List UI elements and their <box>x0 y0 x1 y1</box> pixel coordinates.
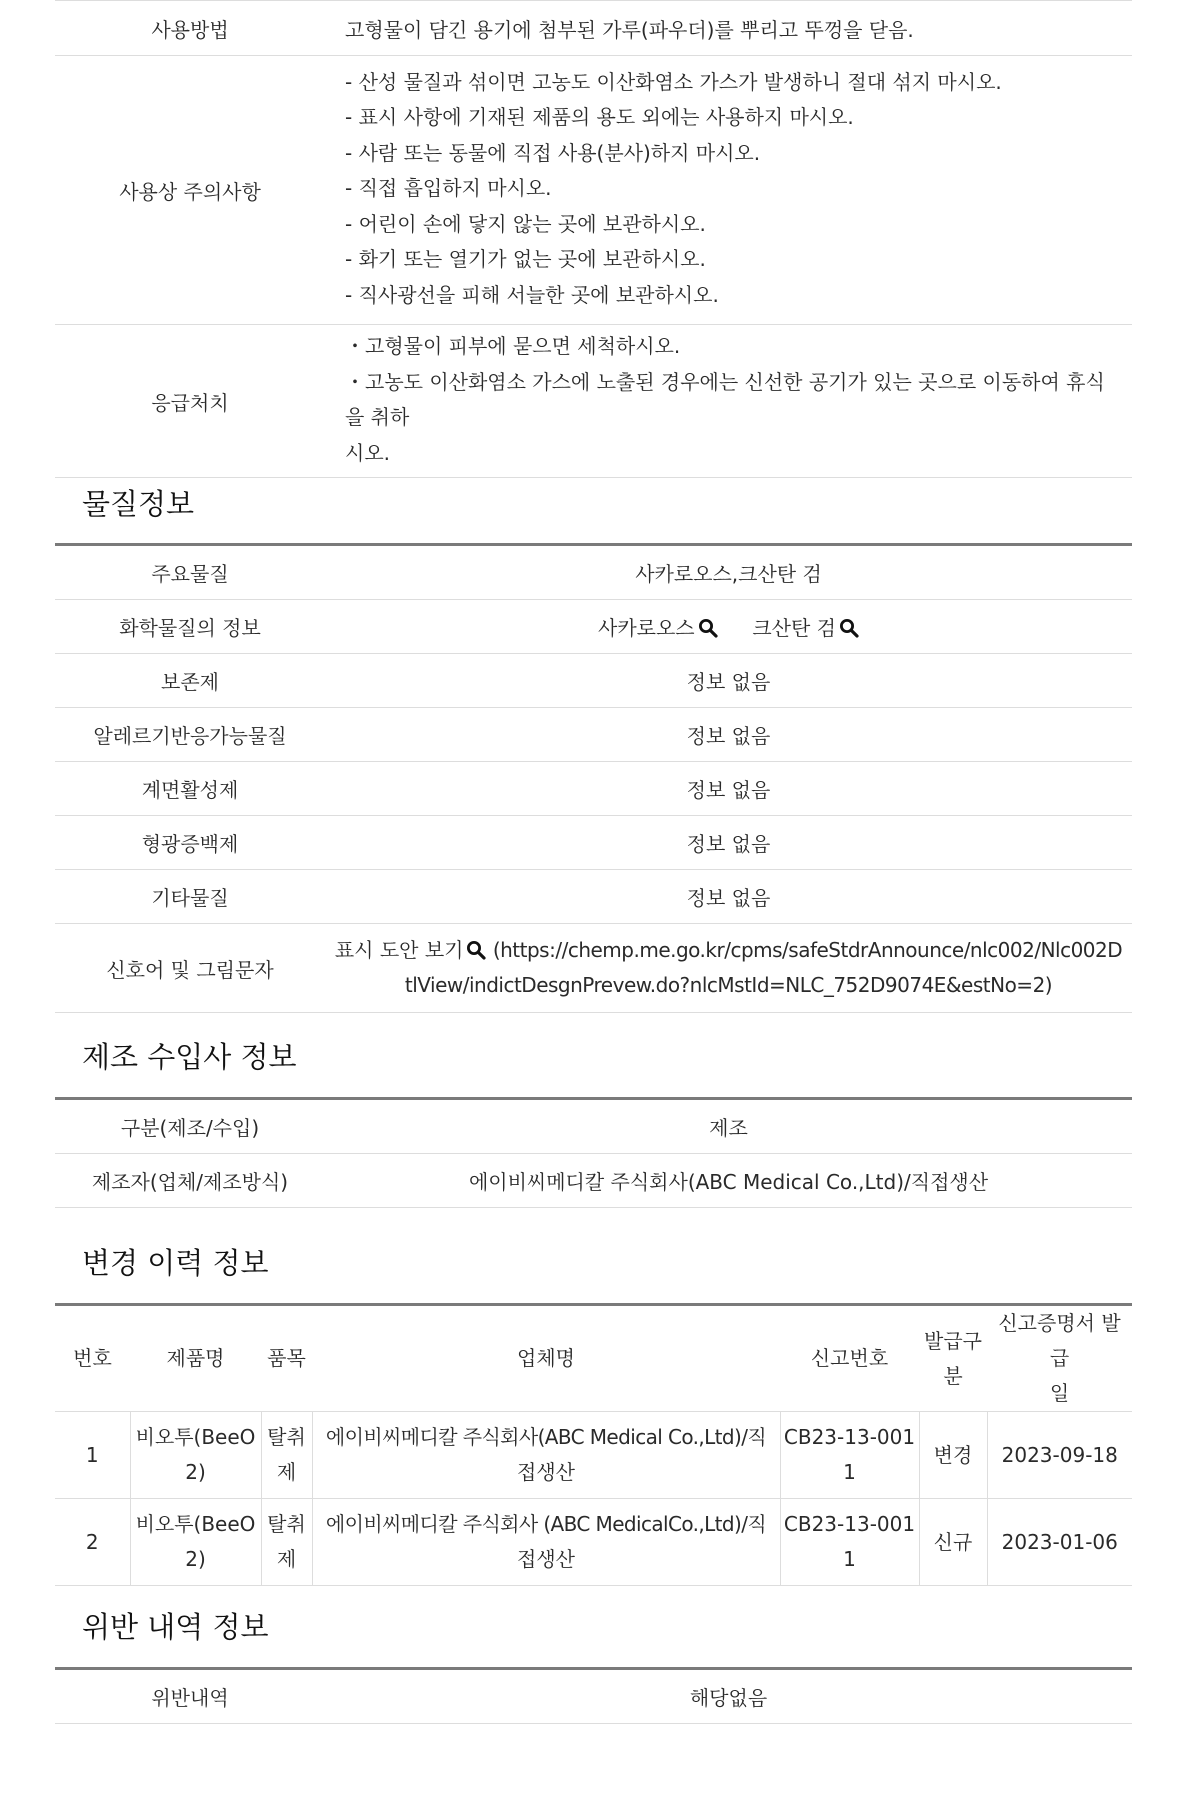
maker-name-label: 제조자(업체/제조방식) <box>55 1154 325 1208</box>
material-signal-label: 신호어 및 그림문자 <box>55 924 325 1013</box>
cell-line: 접생산 <box>517 1547 575 1571</box>
violation-value: 해당없음 <box>325 1669 1132 1724</box>
material-row-value: 정보 없음 <box>325 870 1132 924</box>
material-row <box>55 816 1132 870</box>
history-header-no: 번호 <box>55 1305 130 1412</box>
cell-line: 1 <box>843 1460 856 1484</box>
caution-line: - 산성 물질과 섞이면 고농도 이산화염소 가스가 발생하니 절대 섞지 마시오. <box>345 69 1002 94</box>
caution-line: - 화기 또는 열기가 없는 곳에 보관하시오. <box>345 247 706 272</box>
cell-line: 탈취 <box>267 1425 306 1449</box>
usage-caution-label: 사용상 주의사항 <box>55 56 325 325</box>
history-header-report-no: 신고번호 <box>780 1305 919 1412</box>
usage-firstaid-label: 응급처치 <box>55 325 325 478</box>
material-main-label: 주요물질 <box>55 545 325 600</box>
material-signal-value <box>325 924 1132 1013</box>
history-header-item: 품목 <box>261 1305 312 1412</box>
material-main-row <box>55 545 1132 600</box>
maker-name-value: 에이비씨메디칼 주식회사(ABC Medical Co.,Ltd)/직접생산 <box>325 1154 1132 1208</box>
material-row-label: 계면활성제 <box>55 762 325 816</box>
firstaid-line: ・고형물이 피부에 묻으면 세척하시오. <box>345 334 681 358</box>
history-cell-report-no <box>780 1412 919 1499</box>
material-section-title: 물질정보 <box>82 487 195 521</box>
caution-line: - 어린이 손에 닿지 않는 곳에 보관하시오. <box>345 211 706 236</box>
cell-line: 1 <box>843 1547 856 1571</box>
usage-firstaid-value <box>325 325 1132 478</box>
signal-url-text: (https://chemp.me.go.kr/cpms/safeStdrAnnounce/nlc002/Nlc002D <box>492 938 1123 962</box>
material-row-label: 형광증백제 <box>55 816 325 870</box>
signal-view-label: 표시 도안 보기 <box>334 938 464 962</box>
material-row-label: 보존제 <box>55 654 325 708</box>
cell-line: 비오투(BeeO <box>135 1425 256 1449</box>
material-chem-value <box>325 600 1132 654</box>
history-cell-date: 2023-09-18 <box>987 1412 1132 1499</box>
history-row <box>55 1412 1132 1499</box>
maker-type-label: 구분(제조/수입) <box>55 1099 325 1154</box>
usage-caution-row <box>55 56 1132 325</box>
material-row-value: 정보 없음 <box>325 708 1132 762</box>
maker-name-row <box>55 1154 1132 1208</box>
history-header-row <box>55 1305 1132 1412</box>
history-header-company: 업체명 <box>312 1305 780 1412</box>
firstaid-line: ・고농도 이산화염소 가스에 노출된 경우에는 신선한 공기가 있는 곳으로 이동하여 휴식을 취하 <box>345 369 1105 429</box>
maker-section-title: 제조 수입사 정보 <box>82 1040 297 1074</box>
chem-item-label: 사카로오스 <box>598 616 695 640</box>
violation-section <box>55 1667 1132 1724</box>
cell-line: 2) <box>185 1460 206 1484</box>
cell-line: 제 <box>276 1460 297 1484</box>
violation-row <box>55 1669 1132 1724</box>
material-signal-row <box>55 924 1132 1013</box>
material-main-value: 사카로오스,크산탄 검 <box>325 545 1132 600</box>
history-cell-company <box>312 1412 780 1499</box>
usage-caution-value <box>325 56 1132 325</box>
cell-line: CB23-13-001 <box>783 1425 916 1449</box>
material-row <box>55 762 1132 816</box>
history-cell-report-no <box>780 1499 919 1586</box>
caution-line: - 사람 또는 동물에 직접 사용(분사)하지 마시오. <box>345 140 761 165</box>
history-cell-type: 신규 <box>919 1499 987 1586</box>
chem-item-xanthan[interactable] <box>752 616 859 640</box>
cell-line: 제 <box>276 1547 297 1571</box>
history-header-text: 신고증명서 발급 <box>998 1311 1121 1370</box>
material-row-value: 정보 없음 <box>325 762 1132 816</box>
material-table <box>55 543 1132 1013</box>
chem-item-saccharose[interactable] <box>598 616 724 640</box>
firstaid-line: 시오. <box>345 440 390 465</box>
history-cell-product <box>130 1499 261 1586</box>
history-cell-company <box>312 1499 780 1586</box>
history-header-issue-date <box>987 1305 1132 1412</box>
caution-line: - 직사광선을 피해 서늘한 곳에 보관하시오. <box>345 282 719 307</box>
chem-item-label: 크산탄 검 <box>752 616 836 640</box>
material-section <box>55 543 1132 1013</box>
search-icon[interactable] <box>839 618 859 638</box>
history-header-product: 제품명 <box>130 1305 261 1412</box>
violation-label: 위반내역 <box>55 1669 325 1724</box>
history-header-text: 발급구 <box>924 1328 982 1353</box>
cell-line: 에이비씨메디칼 주식회사 (ABC MedicalCo.,Ltd)/직 <box>325 1512 767 1536</box>
violation-section-title: 위반 내역 정보 <box>82 1610 269 1644</box>
usage-method-label: 사용방법 <box>55 1 325 56</box>
caution-line: - 표시 사항에 기재된 제품의 용도 외에는 사용하지 마시오. <box>345 105 854 130</box>
search-icon[interactable] <box>698 618 718 638</box>
history-section-title: 변경 이력 정보 <box>82 1246 269 1280</box>
maker-table <box>55 1097 1132 1208</box>
caution-line: - 직접 흡입하지 마시오. <box>345 176 552 201</box>
material-chem-row <box>55 600 1132 654</box>
history-row <box>55 1499 1132 1586</box>
history-cell-item <box>261 1412 312 1499</box>
history-cell-product <box>130 1412 261 1499</box>
violation-table <box>55 1667 1132 1724</box>
material-chem-label: 화학물질의 정보 <box>55 600 325 654</box>
cell-line: 2) <box>185 1547 206 1571</box>
usage-method-value: 고형물이 담긴 용기에 첨부된 가루(파우더)를 뿌리고 뚜껑을 닫음. <box>325 1 1132 56</box>
history-cell-date: 2023-01-06 <box>987 1499 1132 1586</box>
material-row-value: 정보 없음 <box>325 816 1132 870</box>
material-row <box>55 654 1132 708</box>
history-cell-no: 1 <box>55 1412 130 1499</box>
cell-line: 에이비씨메디칼 주식회사(ABC Medical Co.,Ltd)/직 <box>325 1425 767 1449</box>
history-cell-no: 2 <box>55 1499 130 1586</box>
cell-line: 탈취 <box>267 1512 306 1536</box>
history-header-text: 분 <box>943 1363 963 1388</box>
signal-view-link[interactable] <box>335 938 487 962</box>
usage-firstaid-row <box>55 325 1132 478</box>
history-header-issue-type <box>919 1305 987 1412</box>
material-row-value: 정보 없음 <box>325 654 1132 708</box>
signal-line-1 <box>329 933 1128 968</box>
history-section <box>55 1303 1132 1586</box>
maker-section <box>55 1097 1132 1208</box>
history-cell-item <box>261 1499 312 1586</box>
maker-type-value: 제조 <box>325 1099 1132 1154</box>
cell-line: 비오투(BeeO <box>135 1512 256 1536</box>
cell-line: 접생산 <box>517 1460 575 1484</box>
history-cell-type: 변경 <box>919 1412 987 1499</box>
cell-line: CB23-13-001 <box>783 1512 916 1536</box>
material-row <box>55 708 1132 762</box>
history-table <box>55 1303 1132 1586</box>
usage-section <box>55 0 1132 478</box>
maker-type-row <box>55 1099 1132 1154</box>
search-icon[interactable] <box>466 940 486 960</box>
material-row-label: 알레르기반응가능물질 <box>55 708 325 762</box>
material-row <box>55 870 1132 924</box>
usage-table <box>55 0 1132 478</box>
signal-url-text: tlView/indictDesgnPrevew.do?nlcMstId=NLC_752D9074E&estNo=2) <box>404 973 1053 997</box>
usage-method-row <box>55 1 1132 56</box>
material-row-label: 기타물질 <box>55 870 325 924</box>
history-header-text: 일 <box>1049 1381 1070 1405</box>
